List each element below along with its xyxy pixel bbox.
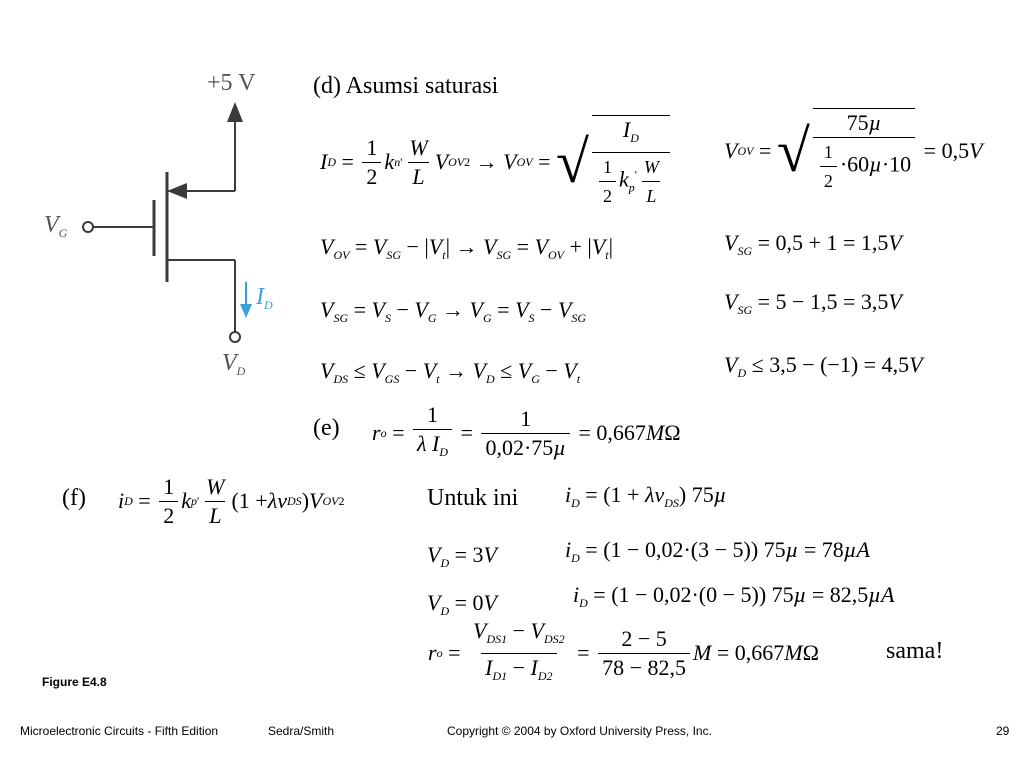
- eq-id-clm: i D = $\frac{1}{2}$ k p ' $\frac{W}{L}$ (1 + λv DS ) V OV 2: [118, 473, 345, 528]
- eq-ro-check: r o = $\frac{V_{DS1} - V_{DS2}}{I_{D1} - I_{D2}}$ = $\frac{2 - 5}{78 - 82,5}$ M = 0,667 M Ω: [428, 618, 819, 688]
- supply-arrow-icon: [227, 102, 243, 122]
- id-label: $I_D$: [256, 284, 273, 312]
- vd-0v: $V_D = 0V$: [427, 590, 497, 618]
- untuk-ini-label: Untuk ini: [427, 485, 519, 511]
- footer-authors: Sedra/Smith: [268, 724, 335, 738]
- res-vov: V OV = √ 75µ $\frac{1}{2}$ ·60µ·10 = 0,5 V: [724, 106, 983, 196]
- res-vsg-1: $V_{SG} = 0,5 + 1 = 1,5V$: [724, 230, 902, 258]
- footer-page-number: 29: [996, 724, 1010, 738]
- res-vd: $V_D \le 3,5 - (-1) = 4,5V$: [724, 352, 923, 380]
- eq-vg: $V_{SG} = V_S - V_G \to V_G = V_S - V_{SG}$: [320, 297, 587, 325]
- eq-ro: r o = $\frac{1}{\lambda I_D}$ = $\frac{1}{\text{0,02·75µ}}$ = 0,667 M Ω: [372, 398, 681, 468]
- source-arrow-icon: [167, 183, 187, 199]
- eq-id-82-5: $i_D = (1 - 0,02\cdot(0 - 5)) 75\mu = 82,5\mu A$: [573, 582, 895, 610]
- vg-label: $V_G$: [44, 212, 68, 240]
- drain-terminal: [230, 332, 240, 342]
- vd-label: $V_D$: [222, 350, 246, 378]
- section-e-label: (e): [313, 415, 340, 441]
- vd-3v: $V_D = 3V$: [427, 542, 497, 570]
- eq-vd-cond: $V_{DS} \le V_{GS} - V_t \to V_D \le V_G - V_t$: [320, 358, 581, 386]
- section-d-heading: (d) Asumsi saturasi: [313, 73, 499, 99]
- eq-id-78: $i_D = (1 - 0,02\cdot(3 - 5)) 75\mu = 78\mu A$: [565, 537, 870, 565]
- mosfet-circuit-diagram: [30, 60, 310, 390]
- eq-id-simplified: $i_D = (1 + \lambda v_{DS})$ 75µ: [565, 482, 727, 510]
- vplus-label: +5 V: [207, 70, 256, 96]
- eq-vov-derivation: I D = $\frac{1}{2}$ k n ' $\frac{W}{L}$ V OV 2 → V OV = √ $I_D$ $\frac{1}{2}$ $k_p'$ $\frac{W}{L}$: [320, 112, 673, 212]
- gate-terminal: [83, 222, 93, 232]
- current-arrow-icon: [240, 304, 252, 318]
- sama-label: sama!: [886, 638, 944, 664]
- res-vsg-2: $V_{SG} = 5 - 1,5 = 3,5V$: [724, 289, 902, 317]
- eq-vsg: $V_{OV} = V_{SG} - |V_t| \to V_{SG} = V_{OV} + |V_t|$: [320, 234, 614, 262]
- footer-copyright: Copyright © 2004 by Oxford University Press, Inc.: [447, 724, 712, 738]
- figure-caption: Figure E4.8: [42, 675, 107, 689]
- footer-book: Microelectronic Circuits - Fifth Edition: [20, 724, 219, 738]
- section-f-label: (f): [62, 485, 86, 511]
